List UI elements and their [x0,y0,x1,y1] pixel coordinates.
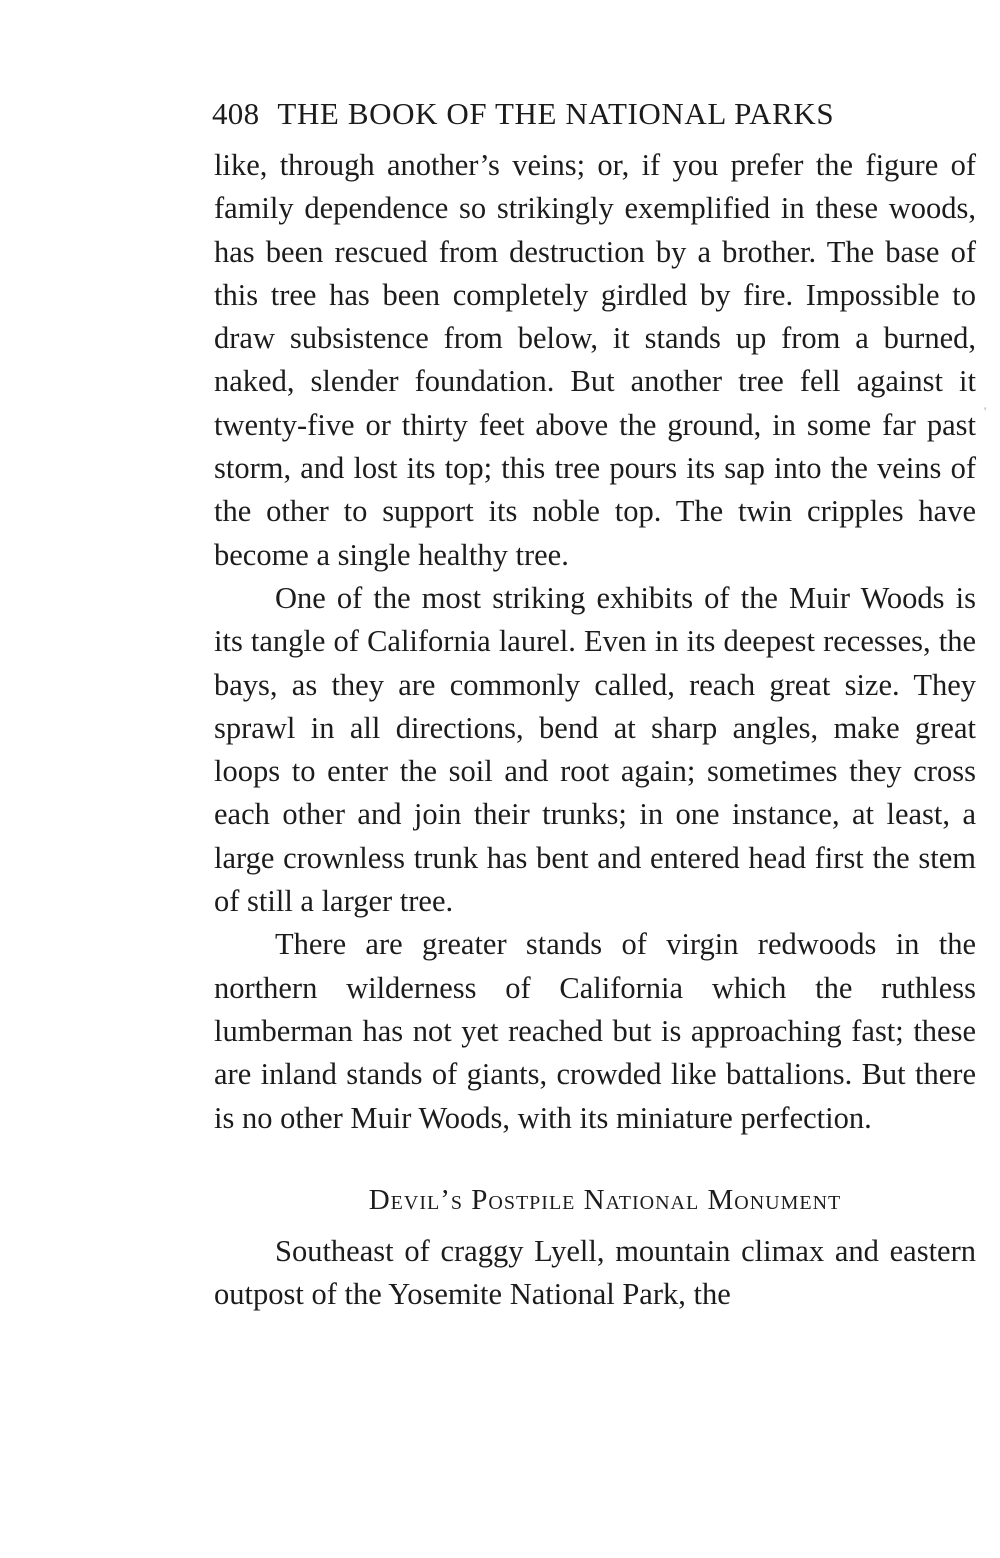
body-text [214,144,976,1316]
section-heading: Devil’s Postpile National Monument [368,1183,842,1216]
running-head [214,88,976,140]
paragraph-laurel: One of the most striking exhibits of the Muir Woods is its tangle of California laurel. Even in its deepest recesses, the bays, as they are commonly called, reach great size. They sprawl in all directions, bend at sharp angles, make great loops to enter the soil and root again; sometimes they cross each other and join their trunks; in one instance, at least, a large crownless trunk has bent and entered head first the stem of still a larger tree. [214,580,976,919]
page-number: 408 [212,96,260,131]
paragraph-continued: like, through another’s veins; or, if you prefer the figure of family dependence so strikingly exemplified in these woods, has been rescued from destruction by a brother. The base of this tree has been completely girdled by fire. Impossible to draw subsistence from below, it stands up from a burned, naked, slender foundation. But another tree fell against it twenty-five or thirty feet above the ground, in some far past storm, and lost its top; this tree pours its sap into the veins of the other to support its noble top. The twin cripples have become a single healthy tree. [214,148,976,572]
paragraph-postpile: Southeast of craggy Lyell, mountain climax and eastern outpost of the Yosemite National Park, the [214,1233,976,1312]
running-title: THE BOOK OF THE NATIONAL PARKS [277,96,835,131]
book-page [214,88,976,1316]
margin-mark: ' [984,404,987,418]
paragraph-redwoods: There are greater stands of virgin redwoods in the northern wilderness of California which the ruthless lumberman has not yet reached but is approaching fast; these are inland stands of giants, crowded like battalions. But there is no other Muir Woods, with its miniature perfection. [214,927,976,1135]
